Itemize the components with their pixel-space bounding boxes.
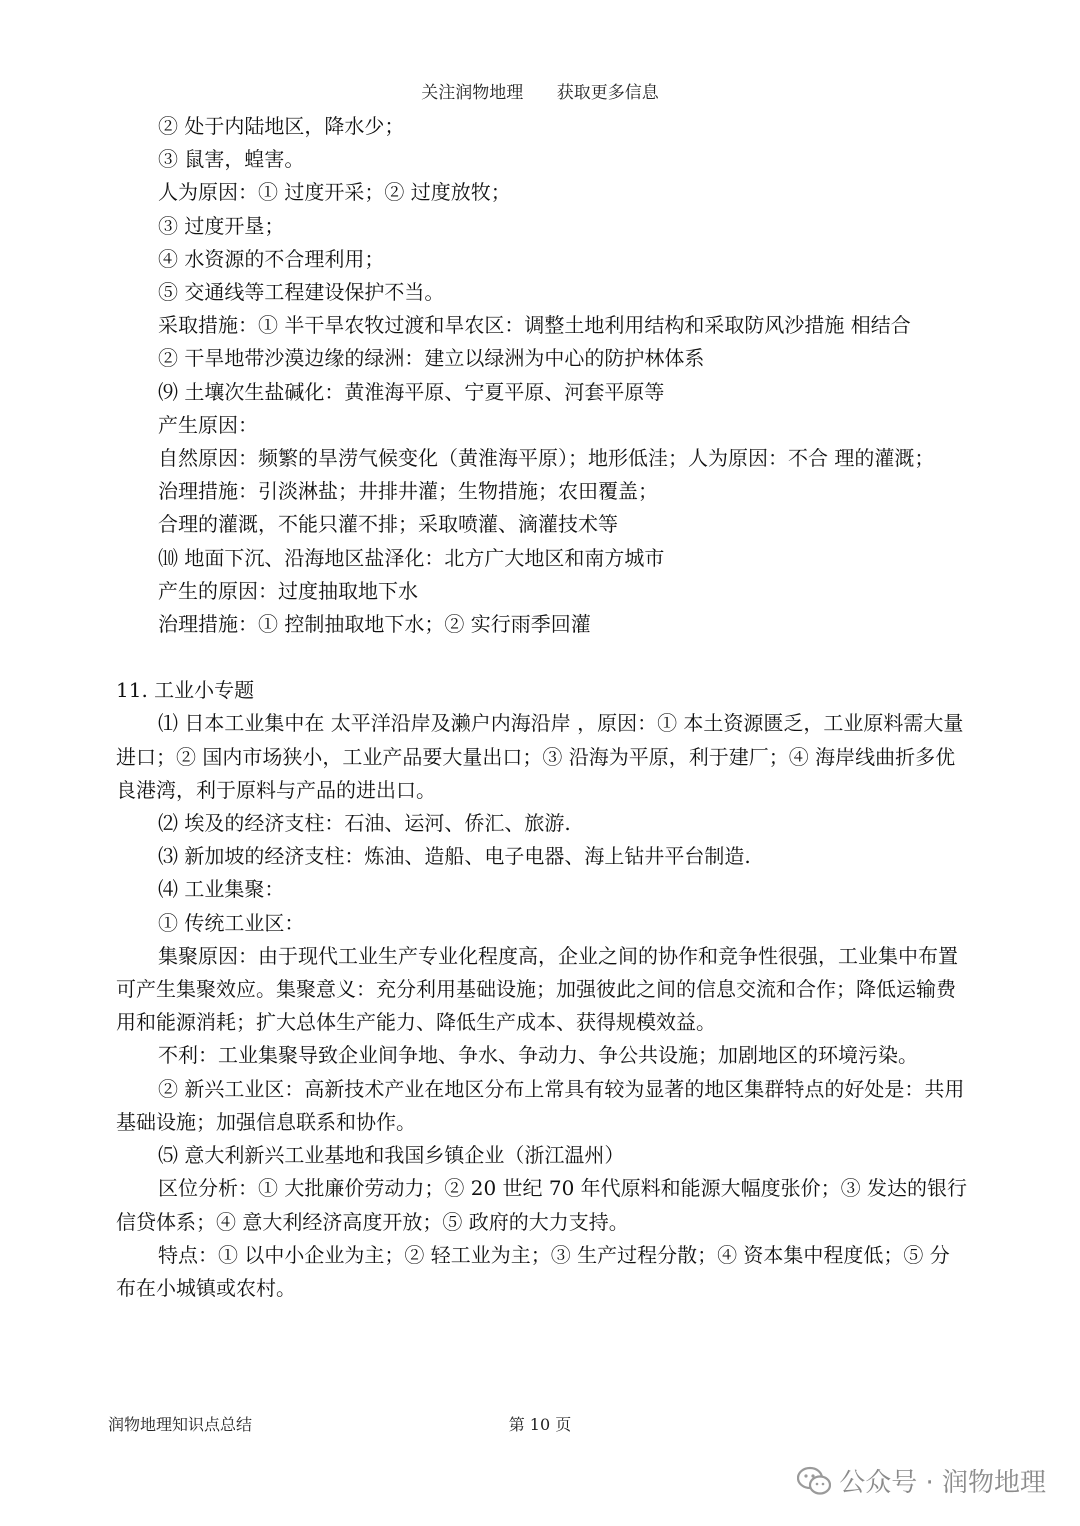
paragraph: ③ 鼠害，蝗害。: [158, 147, 305, 172]
paragraph: ① 传统工业区：: [158, 910, 305, 935]
watermark-text: 公众号 · 润物地理: [839, 1468, 1046, 1498]
document-body: [116, 110, 968, 1305]
header-right-text: 获取更多信息: [556, 83, 659, 103]
paragraph: ⑤ 交通线等工程建设保护不当。: [158, 280, 445, 305]
paragraph: ③ 过度开垦；: [158, 213, 285, 238]
paragraph: 集聚原因：由于现代工业生产专业化程度高，企业之间的协作和竞争性很强，工业集中布置可产生集聚效应。集聚意义：充分利用基础设施；加强彼此之间的信息交流和合作；降低运输费用和能源消耗；扩大总体生产能力、降低生产成本、获得规模效益。: [116, 943, 958, 1035]
paragraph: 不利：工业集聚导致企业间争地、争水、争动力、争公共设施；加剧地区的环境污染。: [158, 1043, 918, 1068]
header-left-text: 关注润物地理: [421, 83, 524, 103]
paragraph: ⑸ 意大利新兴工业基地和我国乡镇企业（浙江温州）: [158, 1143, 625, 1168]
paragraph: ④ 水资源的不合理利用；: [158, 246, 385, 271]
page-number: 第 10 页: [508, 1415, 572, 1434]
paragraph: ⑷ 工业集聚：: [158, 877, 285, 902]
paragraph: ⑼ 土壤次生盐碱化：黄淮海平原、宁夏平原、河套平原等: [158, 379, 665, 404]
spacer: [116, 641, 968, 674]
paragraph: ⑽ 地面下沉、沿海地区盐泽化：北方广大地区和南方城市: [158, 545, 665, 570]
footer-title: 润物地理知识点总结: [108, 1415, 253, 1434]
paragraph: 区位分析：① 大批廉价劳动力；② 20 世纪 70 年代原料和能源大幅度张价；③ 发达的银行信贷体系；④ 意大利经济高度开放；⑤ 政府的大力支持。: [116, 1176, 968, 1234]
page-header: [0, 78, 1080, 103]
paragraph: ⑴ 日本工业集中在 太平洋沿岸及濑户内海沿岸 ，原因：① 本土资源匮乏，工业原料需大量进口；② 国内市场狭小，工业产品要大量出口；③ 沿海为平原，利于建厂；④ 海岸线曲折多优良港湾，利于原料与产品的进出口。: [116, 711, 964, 802]
paragraph: 自然原因：频繁的旱涝气候变化（黄淮海平原）；地形低洼；人为原因：不合 理的灌溉；: [158, 446, 935, 471]
paragraph: 采取措施：① 半干旱农牧过渡和旱农区：调整土地利用结构和采取防风沙措施 相结合: [158, 313, 911, 338]
paragraph: 11. 工业小专题: [116, 678, 255, 703]
wechat-icon: [797, 1466, 831, 1496]
paragraph: 产生原因：: [158, 412, 258, 437]
paragraph: 产生的原因：过度抽取地下水: [158, 578, 418, 603]
paragraph: 合理的灌溉，不能只灌不排；采取喷灌、滴灌技术等: [158, 512, 618, 537]
wechat-watermark: [797, 1462, 1046, 1499]
paragraph: ② 处于内陆地区，降水少；: [158, 114, 405, 138]
paragraph: 治理措施：引淡淋盐；井排井灌；生物措施；农田覆盖；: [158, 479, 658, 504]
paragraph: 特点：① 以中小企业为主；② 轻工业为主；③ 生产过程分散；④ 资本集中程度低；⑤ 分布在小城镇或农村。: [116, 1242, 950, 1300]
paragraph: ② 干旱地带沙漠边缘的绿洲：建立以绿洲为中心的防护林体系: [158, 346, 705, 371]
paragraph: ⑵ 埃及的经济支柱：石油、运河、侨汇、旅游.: [158, 811, 571, 836]
paragraph: ② 新兴工业区：高新技术产业在地区分布上常具有较为显著的地区集群特点的好处是：共用基础设施；加强信息联系和协作。: [116, 1076, 965, 1134]
paragraph: 治理措施：① 控制抽取地下水；② 实行雨季回灌: [158, 612, 591, 637]
paragraph: ⑶ 新加坡的经济支柱：炼油、造船、电子电器、海上钻井平台制造.: [158, 844, 751, 869]
paragraph: 人为原因：① 过度开采；② 过度放牧；: [158, 180, 511, 205]
